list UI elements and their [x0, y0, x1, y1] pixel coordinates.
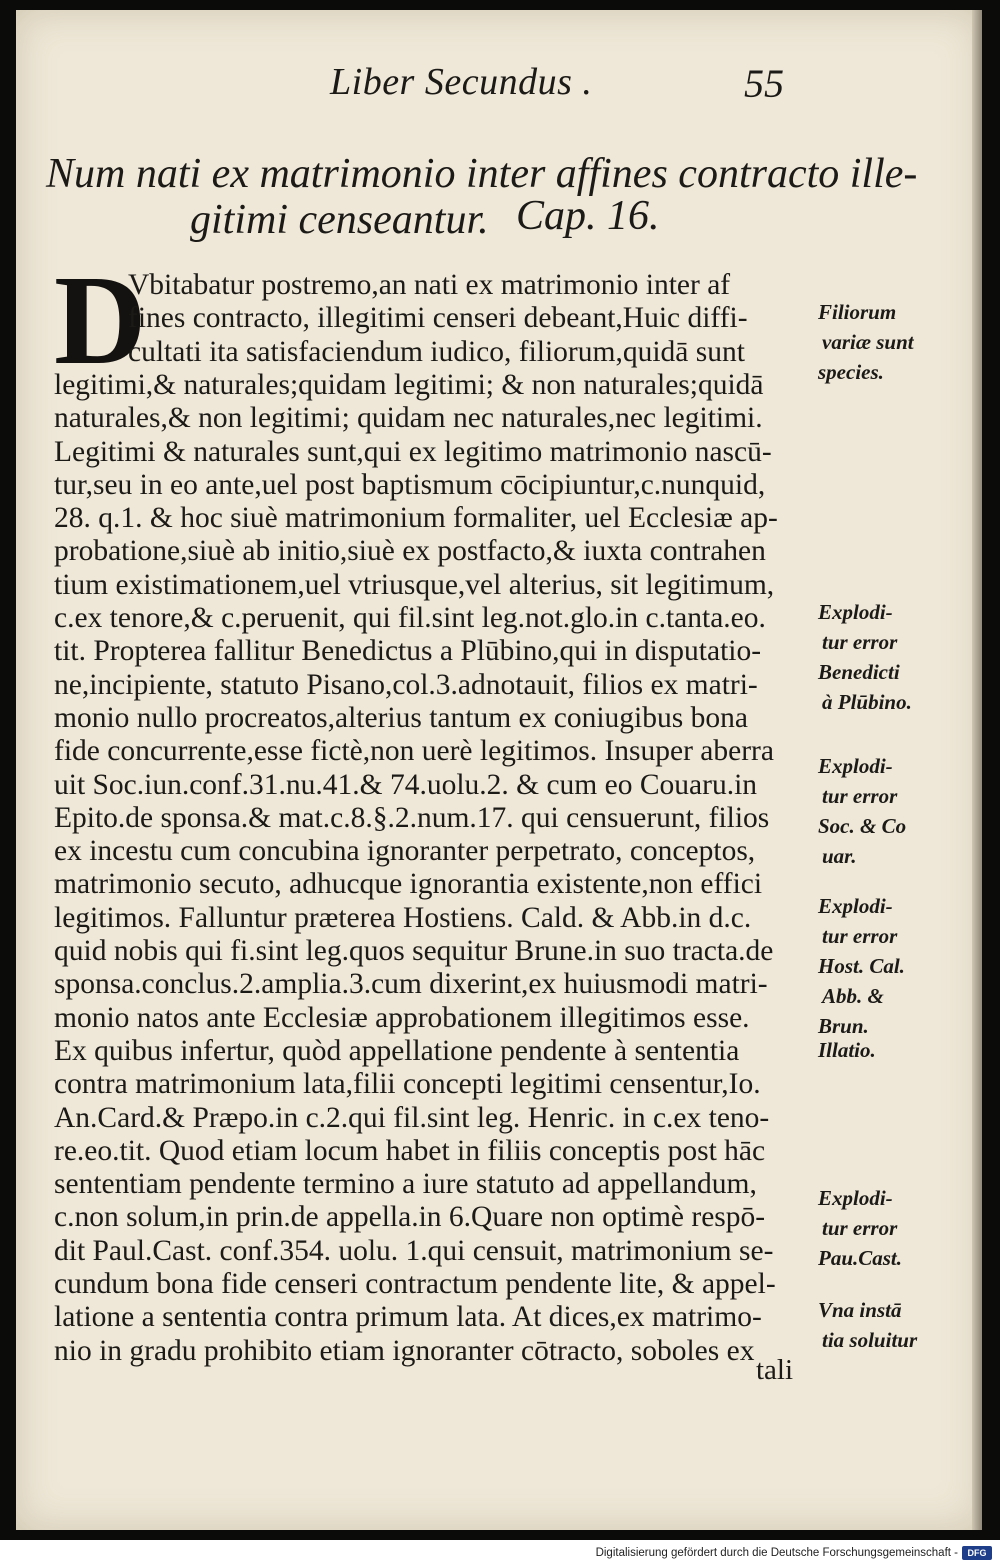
body-line: latione a sententia contra primum lata. At dices,ex matrimo-	[54, 1301, 762, 1334]
marginal-note-line: Explodi-	[818, 894, 893, 918]
page-edge	[972, 10, 982, 1530]
body-line: sententiam pendente termino a iure statuto ad appellandum,	[54, 1168, 757, 1201]
catchword: tali	[756, 1354, 794, 1386]
body-line: quid nobis qui fi.sint leg.quos sequitur Brune.in suo tracta.de	[54, 935, 774, 967]
page-number: 55	[744, 61, 784, 106]
marginal-note-line: Abb. &	[822, 984, 884, 1008]
drop-cap-initial: D	[54, 249, 147, 391]
marginal-note-line: Vna instā	[818, 1298, 902, 1322]
body-line: monio natos ante Ecclesiæ approbationem illegitimos esse.	[54, 1001, 750, 1034]
marginal-note-line: tur error	[822, 784, 898, 808]
footer-credit: Digitalisierung gefördert durch die Deutsche Forschungsgemeinschaft -	[595, 1547, 958, 1559]
body-line: fide concurrente,esse fictè,non uerè legitimos. Insuper aberra	[54, 735, 774, 768]
body-line: c.ex tenore,& c.peruenit, qui fil.sint leg.not.glo.in c.tanta.eo.	[54, 602, 766, 634]
marginal-note-line: species.	[818, 360, 884, 384]
marginal-note-line: Soc. & Co	[818, 814, 907, 838]
body-line: tit. Propterea fallitur Benedictus a Plūbino,qui in disputatio-	[54, 635, 762, 668]
marginal-note-line: à Plūbino.	[822, 690, 912, 714]
body-line: Legitimi & naturales sunt,qui ex legitimo matrimonio nascū-	[54, 435, 772, 468]
body-line: uit Soc.iun.conf.31.nu.41.& 74.uolu.2. & cum eo Couaru.in	[54, 768, 758, 801]
marginal-note-line: Explodi-	[818, 600, 893, 624]
marginal-note-line: tia soluitur	[822, 1328, 918, 1352]
body-line: c.non solum,in prin.de appella.in 6.Quare non optimè respō-	[54, 1201, 766, 1234]
body-line: ne,incipiente, statuto Pisano,col.3.adnotauit, filios ex matri-	[54, 668, 758, 701]
marginal-note-line: variæ sunt	[822, 330, 914, 354]
body-line: Ex quibus infertur, quòd appellatione pendente à sententia	[54, 1034, 740, 1067]
body-line: dit Paul.Cast. conf.354. uolu. 1.qui censuit, matrimonium se-	[54, 1234, 774, 1267]
body-line: nio in gradu prohibito etiam ignoranter cōtracto, soboles ex	[54, 1334, 755, 1367]
marginal-note-line: Benedicti	[818, 660, 900, 684]
body-line: cundum bona fide censeri contractum pendente lite, & appel-	[54, 1268, 776, 1300]
body-line: contra matrimonium lata,filii concepti legitimi censentur,Io.	[54, 1068, 761, 1101]
body-line: cultati ita satisfaciendum iudico, filiorum,quidā sunt	[128, 335, 745, 368]
body-line: tur,seu in eo ante,uel post baptismum cōcipiuntur,c.nunquid,	[54, 468, 766, 501]
marginal-note-line: tur error	[822, 1216, 898, 1240]
dfg-logo: DFG	[962, 1546, 992, 1560]
marginal-note-line: Host. Cal.	[818, 954, 905, 978]
body-line: matrimonio secuto, adhucque ignorantia existente,non effici	[54, 868, 763, 901]
marginal-note-line: Filiorum	[818, 300, 897, 324]
body-line: naturales,& non legitimi; quidam nec naturales,nec legitimi.	[54, 402, 763, 435]
body-line: An.Card.& Præpo.in c.2.qui fil.sint leg. Henric. in c.ex teno-	[54, 1101, 770, 1134]
chapter-label: Cap. 16.	[516, 193, 660, 239]
marginal-note-line: tur error	[822, 924, 898, 948]
body-line: re.eo.tit. Quod etiam locum habet in filiis conceptis post hāc	[54, 1134, 766, 1167]
chapter-title-line-2: gitimi censeantur.	[190, 197, 489, 243]
marginal-note-line: Brun.	[818, 1014, 869, 1038]
body-line: monio nullo procreatos,alterius tantum ex coniugibus bona	[54, 701, 748, 734]
marginal-note-line: uar.	[822, 844, 857, 868]
body-line: sponsa.conclus.2.amplia.3.cum dixerint,ex huiusmodi matri-	[54, 968, 768, 1001]
running-head: Liber Secundus .	[330, 61, 593, 103]
body-line: legitimi,& naturales;quidam legitimi; & non naturales;quidā	[54, 368, 764, 401]
marginal-note-line: Pau.Cast.	[818, 1246, 903, 1270]
marginal-note-line: tur error	[822, 630, 898, 654]
marginal-note-line: Explodi-	[818, 1186, 893, 1210]
marginal-note-line: Explodi-	[818, 754, 893, 778]
body-line: Vbitabatur postremo,an nati ex matrimonio inter af	[128, 269, 731, 301]
body-line: Epito.de sponsa.& mat.c.8.§.2.num.17. qui censuerunt, filios	[54, 801, 770, 834]
body-line: fines contracto, illegitimi censeri debeant,Huic diffi-	[128, 302, 748, 335]
body-line: legitimos. Falluntur præterea Hostiens. Cald. & Abb.in d.c.	[54, 901, 752, 934]
body-line: 28. q.1. & hoc siuè matrimonium formaliter, uel Ecclesiæ ap-	[54, 502, 778, 535]
chapter-title-line-1: Num nati ex matrimonio inter affines contracto ille-	[46, 151, 918, 197]
body-line: probatione,siuè ab initio,siuè ex postfacto,& iuxta contrahen	[54, 535, 766, 568]
body-line: ex incestu cum concubina ignoranter perpetrato, conceptos,	[54, 835, 756, 868]
marginal-note-line: Illatio.	[818, 1038, 876, 1062]
body-line: tium existimationem,uel vtriusque,vel alterius, sit legitimum,	[54, 568, 775, 601]
